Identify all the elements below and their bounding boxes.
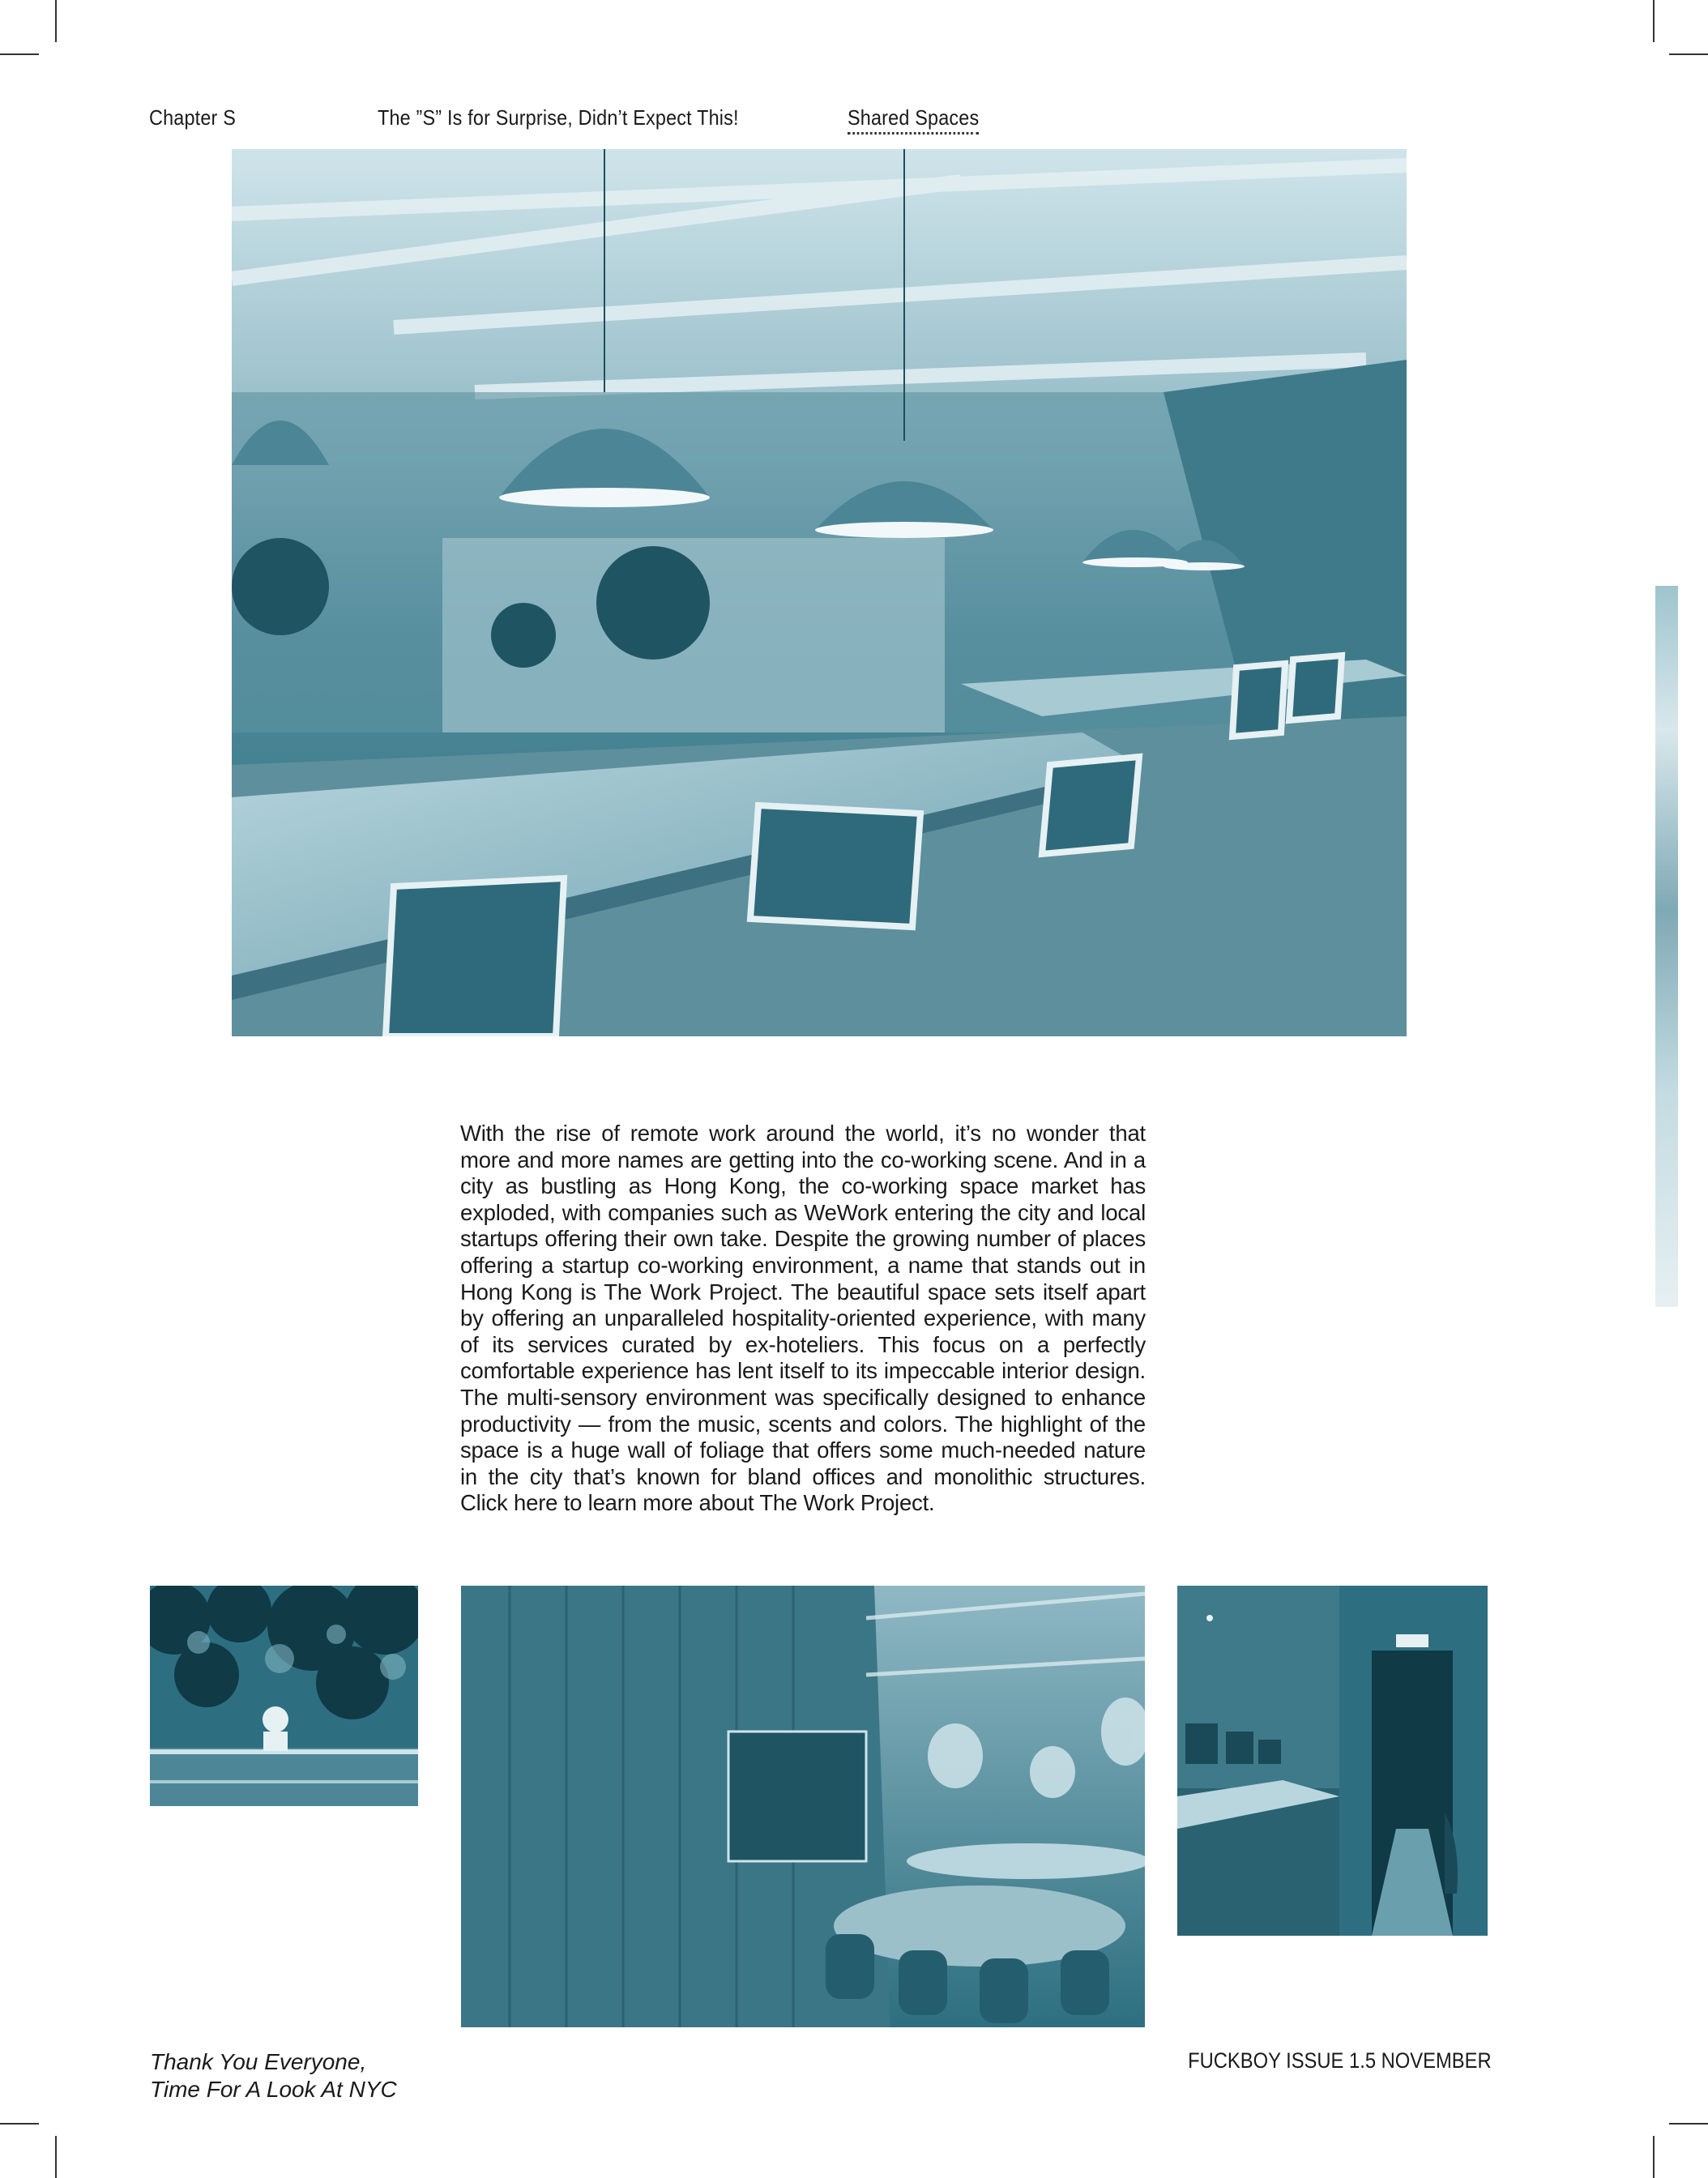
photo-lounge-area bbox=[461, 1586, 1145, 2027]
photo-foliage-wall bbox=[150, 1586, 418, 1806]
crop-mark-top-right-v bbox=[1653, 0, 1655, 42]
photo-corridor-desk bbox=[1177, 1586, 1488, 1936]
footer-issue-label: FUCKBOY ISSUE 1.5 NOVEMBER bbox=[1188, 2048, 1492, 2073]
crop-mark-top-right-h bbox=[1669, 53, 1708, 55]
article-body: With the rise of remote work around the world, it’s no wonder that more and more names are getting into the co-working scene. And in a city as bustling as Hong Kong, the co-working space market has exploded, with companies such as WeWork entering the city and local startups offering their own take. Despite the growing number of places offering a startup co-working environment, a name that stands out in Hong Kong is The Work Project. The beautiful space sets itself apart by offering an unparalleled hospitality-oriented experience, with many of its services curated by ex-hoteliers. This focus on a perfectly comfortable experience has lent itself to its impeccable interior design. The multi-sensory environment was specifically designed to enhance productivity — from the music, scents and colors. The highlight of the space is a huge wall of foliage that offers some much-needed nature in the city that’s known for bland offices and monolithic structures. Click here to learn more about The Work Project. bbox=[460, 1121, 1146, 1516]
crop-mark-top-left-h bbox=[0, 53, 39, 55]
crop-mark-bottom-right-h bbox=[1669, 2123, 1708, 2125]
footer-left-line2: Time For A Look At NYC bbox=[150, 2077, 397, 2102]
footer-left bbox=[150, 2048, 397, 2103]
shared-spaces-link[interactable]: Shared Spaces bbox=[848, 105, 979, 135]
chapter-subtitle: The ”S” Is for Surprise, Didn’t Expect This! bbox=[378, 105, 739, 130]
crop-mark-bottom-left-h bbox=[0, 2123, 39, 2125]
crop-mark-top-left-v bbox=[55, 0, 57, 42]
hero-photo-coworking-room bbox=[232, 149, 1407, 1036]
footer-left-line1: Thank You Everyone, bbox=[150, 2049, 367, 2074]
chapter-label: Chapter S bbox=[149, 105, 236, 130]
edge-photo-strip bbox=[1655, 586, 1678, 1307]
crop-mark-bottom-left-v bbox=[55, 2136, 57, 2178]
crop-mark-bottom-right-v bbox=[1653, 2136, 1655, 2178]
